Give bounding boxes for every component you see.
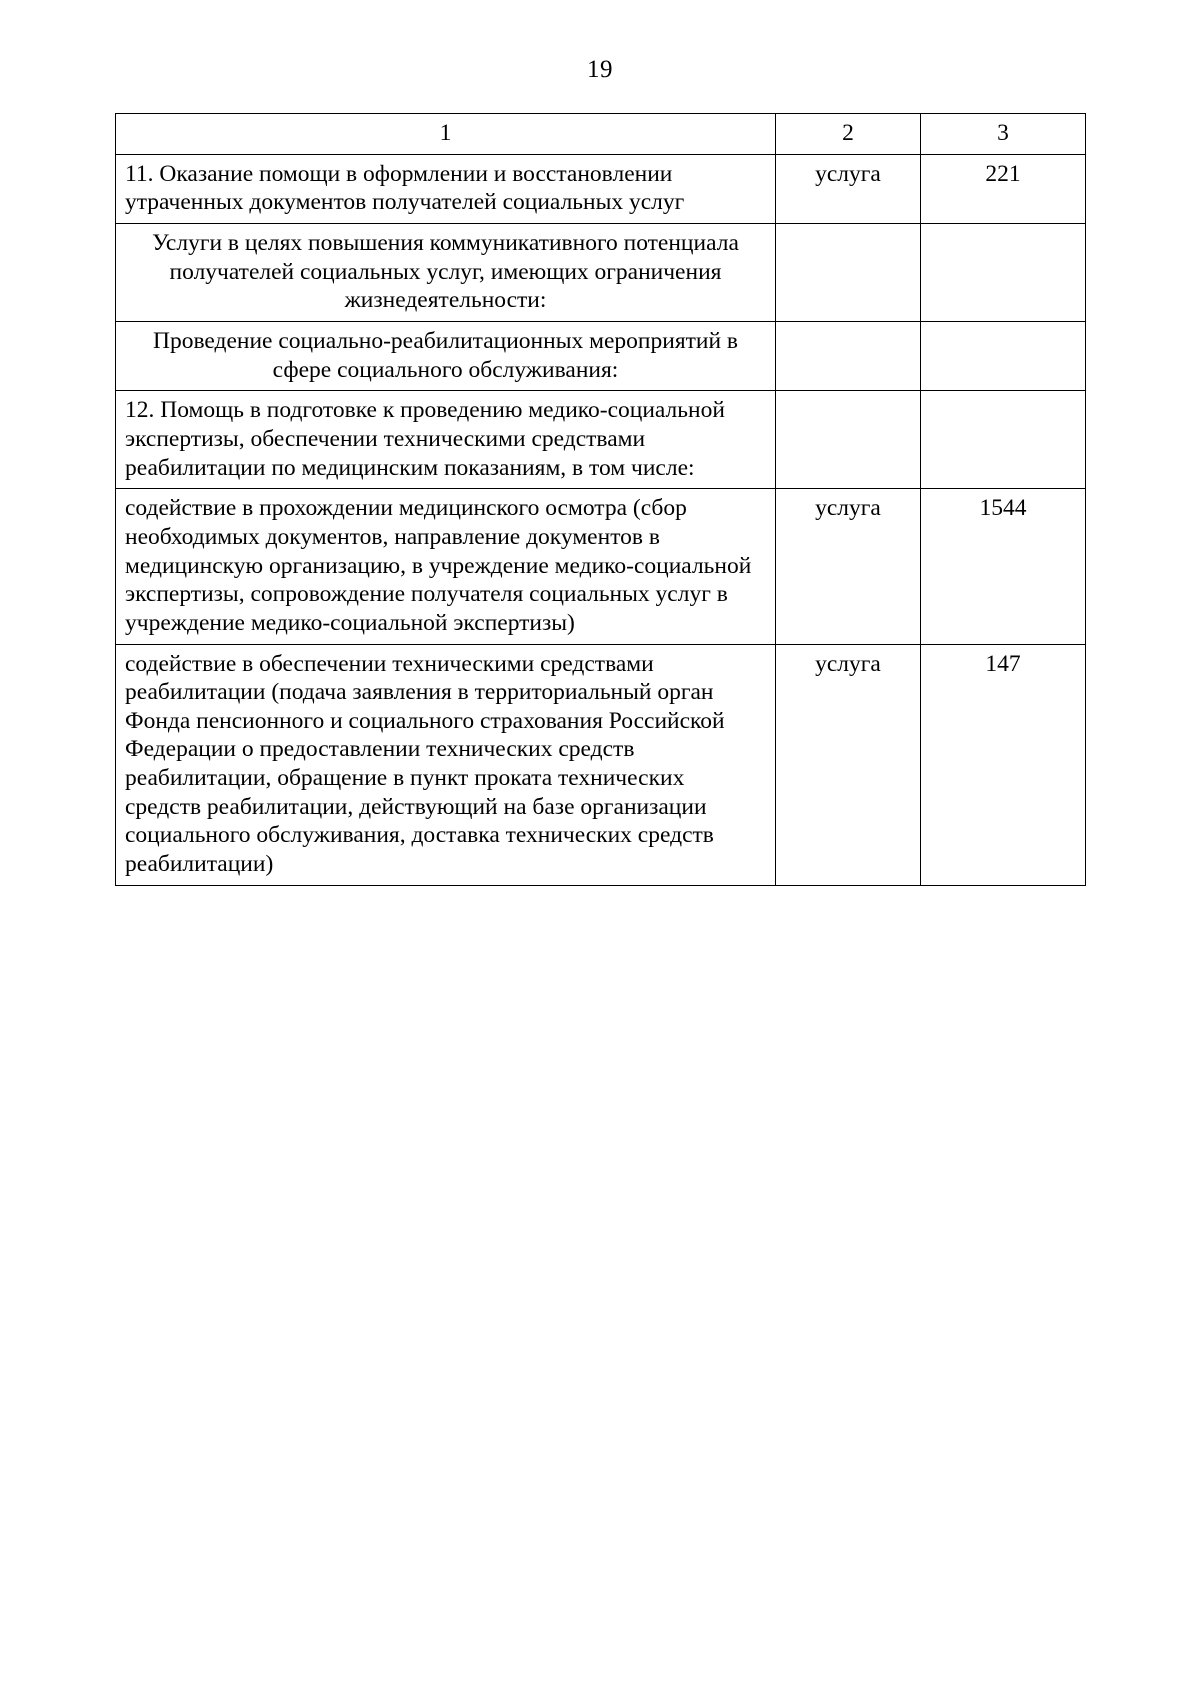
page-number: 19: [587, 56, 613, 83]
service-unit: [776, 391, 921, 489]
service-unit: услуга: [776, 489, 921, 644]
table-row: [116, 223, 1086, 321]
column-header-1: 1: [116, 114, 776, 155]
service-description: содействие в прохождении медицинского осмотра (сбор необходимых документов, направление документов в медицинскую организацию, в учреждение медико-социальной экспертизы, сопровождение получателя социальных услуг в учреждение медико-социальной экспертизы): [116, 489, 776, 644]
column-header-2: 2: [776, 114, 921, 155]
service-description: 11. Оказание помощи в оформлении и восстановлении утраченных документов получателей социальных услуг: [116, 154, 776, 223]
table-row: [116, 391, 1086, 489]
table-row: [116, 644, 1086, 885]
service-description: содействие в обеспечении техническими средствами реабилитации (подача заявления в территориальный орган Фонда пенсионного и социального страхования Российской Федерации о предоставлении технических средств реабилитации, обращение в пункт проката технических средств реабилитации, действующий на базе организации социального обслуживания, доставка технических средств реабилитации): [116, 644, 776, 885]
service-count: 1544: [921, 489, 1086, 644]
service-count: 147: [921, 644, 1086, 885]
table-row: [116, 154, 1086, 223]
service-description: 12. Помощь в подготовке к проведению медико-социальной экспертизы, обеспечении техническими средствами реабилитации по медицинским показаниям, в том числе:: [116, 391, 776, 489]
services-table: [115, 113, 1086, 886]
service-description: Проведение социально-реабилитационных мероприятий в сфере социального обслуживания:: [116, 321, 776, 390]
table-header-row: [116, 114, 1086, 155]
service-count: [921, 223, 1086, 321]
service-unit: [776, 223, 921, 321]
table-row: [116, 489, 1086, 644]
service-unit: [776, 321, 921, 390]
service-unit: услуга: [776, 644, 921, 885]
service-description: Услуги в целях повышения коммуникативного потенциала получателей социальных услуг, имеющих ограничения жизнедеятельности:: [116, 223, 776, 321]
service-count: [921, 321, 1086, 390]
service-count: [921, 391, 1086, 489]
column-header-3: 3: [921, 114, 1086, 155]
service-count: 221: [921, 154, 1086, 223]
table-row: [116, 321, 1086, 390]
service-unit: услуга: [776, 154, 921, 223]
